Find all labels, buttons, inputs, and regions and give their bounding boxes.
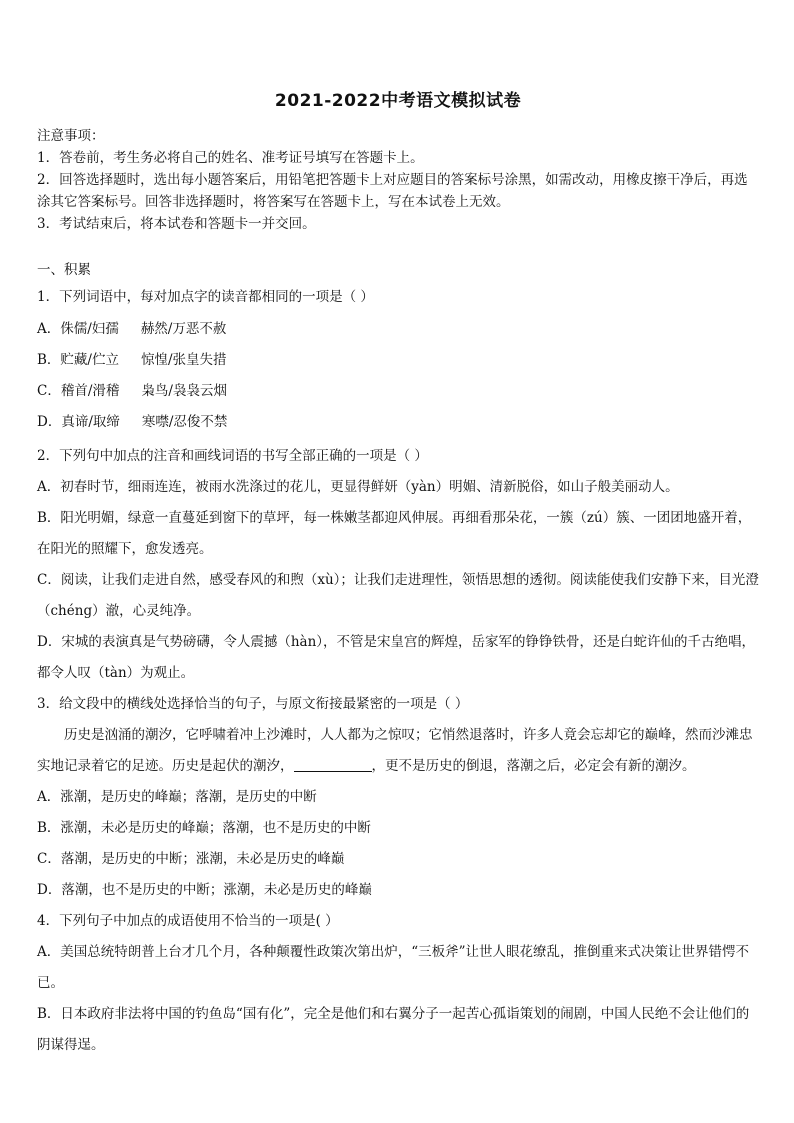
option-words: 寒噤/忍俊不禁 [141, 414, 228, 430]
notes-section [37, 125, 759, 235]
option-words: C．稽首/滑稽 [37, 383, 120, 399]
option-a: A．初春时节，细雨连连，被雨水洗涤过的花儿，更显得鲜妍（yàn）明媚、清新脱俗，如山子般美丽动人。 [37, 479, 679, 495]
question-stem: 3．给文段中的横线处选择恰当的句子，与原文衔接最紧密的一项是（ ） [37, 696, 469, 712]
option-words: A．侏儒/妇孺 [37, 321, 119, 337]
option-d: D．落潮，也不是历史的中断；涨潮，未必是历史的峰巅 [37, 882, 372, 898]
exam-page [37, 86, 759, 1061]
passage-text: 历史是汹涌的潮汐，它呼啸着冲上沙滩时，人人都为之惊叹；它悄然退落时，许多人竟会忘却它的巅峰，然而沙滩忠实地记录着它的足迹。历史是起伏的潮汐， [37, 727, 753, 774]
question-1 [37, 283, 759, 434]
page-title: 2021-2022中考语文模拟试卷 [274, 91, 522, 111]
option-c: C．落潮，是历史的中断；涨潮，未必是历史的峰巅 [37, 851, 345, 867]
question-stem: 1．下列词语中，每对加点字的读音都相同的一项是（ ） [37, 289, 374, 305]
passage-text: ，更不是历史的倒退，落潮之后，必定会有新的潮汐。 [371, 758, 696, 774]
note-item: 3．考试结束后，将本试卷和答题卡一并交回。 [37, 216, 316, 232]
option-words: 枭鸟/袅袅云烟 [141, 383, 227, 399]
notes-heading: 注意事项： [37, 128, 105, 144]
option-d: D．宋城的表演真是气势磅礴，令人震撼（hàn），不管是宋皇宫的辉煌，岳家军的铮铮铁骨，还是白蛇许仙的千古绝唱，都令人叹（tàn）为观止。 [37, 634, 756, 681]
option-b: B．阳光明媚，绿意一直蔓延到窗下的草坪，每一株嫩茎都迎风伸展。再细看那朵花，一簇（zú）簇、一团团地盛开着，在阳光的照耀下，愈发透亮。 [37, 510, 752, 557]
question-2 [37, 441, 759, 689]
option-b [37, 348, 759, 372]
note-item: 2．回答选择题时，选出每小题答案后，用铅笔把答题卡上对应题目的答案标号涂黑，如需改动，用橡皮擦干净后，再选涂其它答案标号。回答非选择题时，将答案写在答题卡上，写在本试卷上无效。 [37, 172, 748, 210]
note-item: 1．答卷前，考生务必将自己的姓名、准考证号填写在答题卡上。 [37, 150, 424, 166]
question-stem: 4．下列句子中加点的成语使用不恰当的一项是( ） [37, 913, 339, 929]
option-c: C．阅读，让我们走进自然，感受春风的和煦（xù）；让我们走进理性，领悟思想的透彻。阅读能使我们安静下来，目光澄（chéng）澈，心灵纯净。 [37, 572, 759, 619]
option-words: 赫然/万恶不赦 [140, 321, 227, 337]
answer-blank [294, 757, 372, 772]
option-words: B．贮藏/伫立 [37, 352, 119, 368]
option-a: A．美国总统特朗普上台才几个月，各种颠覆性政策次第出炉，“三板斧”让世人眼花缭乱，推倒重来式决策让世界错愕不已。 [37, 944, 750, 991]
option-d [37, 410, 759, 434]
option-b: B．日本政府非法将中国的钓鱼岛“国有化”，完全是他们和右翼分子一起苦心孤诣策划的闹剧，中国人民绝不会让他们的阴谋得逞。 [37, 1006, 750, 1053]
question-stem: 2．下列句中加点的注音和画线词语的书写全部正确的一项是（ ） [37, 448, 428, 464]
option-words: 惊惶/张皇失措 [140, 352, 227, 368]
option-a [37, 317, 759, 341]
option-b: B．涨潮，未必是历史的峰巅；落潮，也不是历史的中断 [37, 820, 371, 836]
option-words: D．真谛/取缔 [37, 414, 120, 430]
section-heading: 一、积累 [37, 262, 91, 278]
passage [37, 720, 759, 782]
option-a: A．涨潮，是历史的峰巅；落潮，是历史的中断 [37, 789, 317, 805]
question-3 [37, 689, 759, 906]
question-4 [37, 906, 759, 1061]
option-c [37, 379, 759, 403]
